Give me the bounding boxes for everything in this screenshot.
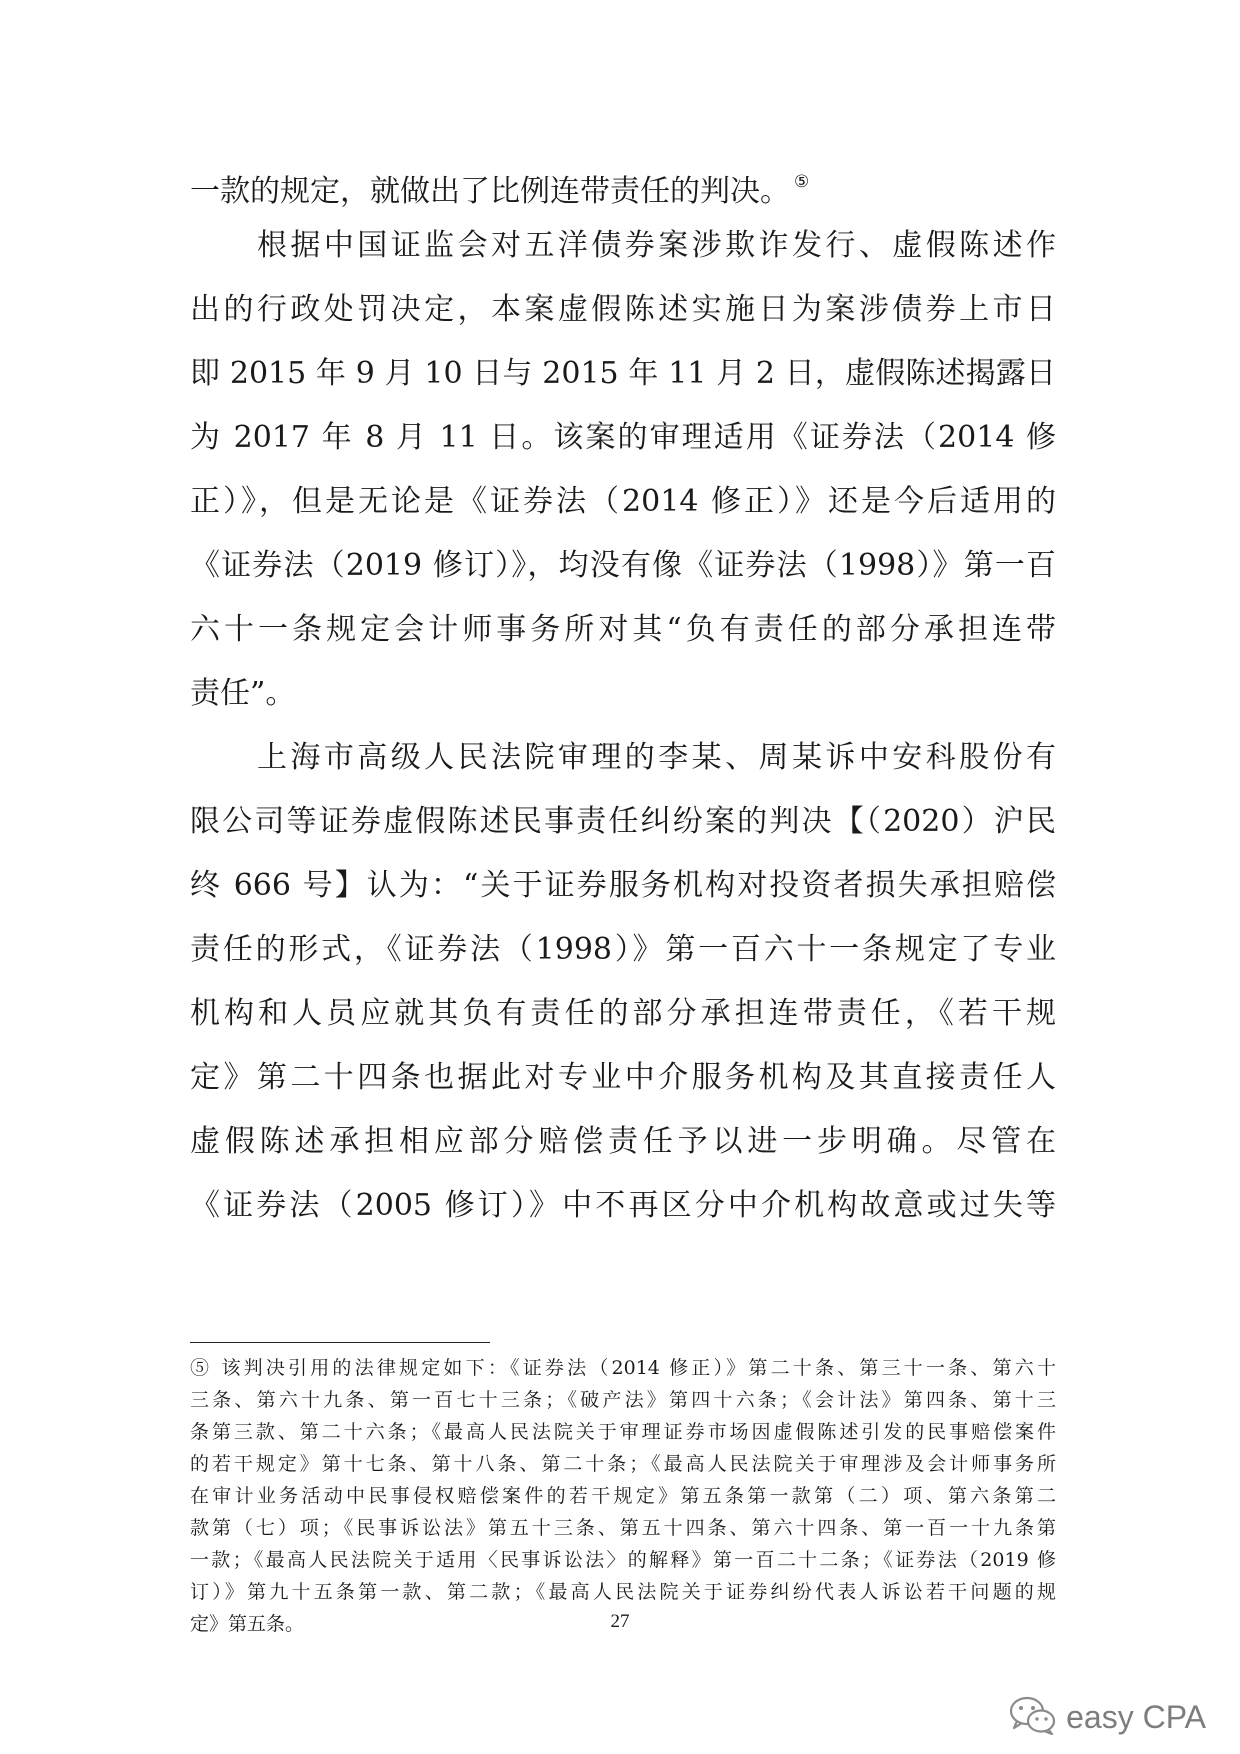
text-line: 机构和人员应就其负有责任的部分承担连带责任，《若干规 xyxy=(190,996,1056,1031)
text-line: 一款的规定，就做出了比例连带责任的判决。 ⑤ xyxy=(190,172,810,209)
text-line: 为 2017 年 8 月 11 日。该案的审理适用《证券法（2014 修 xyxy=(190,420,1056,455)
text-line: 《证券法（2005 修订）》中不再区分中介机构故意或过失等 xyxy=(190,1188,1056,1223)
text-line: 定》第二十四条也据此对专业中介服务机构及其直接责任人 xyxy=(190,1060,1056,1095)
text-line: 根据中国证监会对五洋债券案涉欺诈发行、虚假陈述作 xyxy=(257,228,1056,263)
text-line: 限公司等证券虚假陈述民事责任纠纷案的判决【（2020）沪民 xyxy=(190,804,1056,839)
footnote xyxy=(190,1352,1056,1640)
watermark xyxy=(1008,1694,1206,1740)
footnote-line: 款第（七）项；《民事诉讼法》第五十三条、第五十四条、第六十四条、第一百一十九条第 xyxy=(190,1517,1056,1539)
footnote-line: 一款；《最高人民法院关于适用〈民事诉讼法〉的解释》第一百二十二条；《证券法（2019 修 xyxy=(190,1549,1056,1571)
footnote-line: 三条、第六十九条、第一百七十三条；《破产法》第四十六条；《会计法》第四条、第十三 xyxy=(190,1389,1056,1411)
page-number: 27 xyxy=(610,1611,630,1632)
text-line: 六十一条规定会计师事务所对其“负有责任的部分承担连带 xyxy=(190,612,1056,647)
footnote-line: 订）》第九十五条第一款、第二款；《最高人民法院关于证券纠纷代表人诉讼若干问题的规 xyxy=(190,1581,1056,1603)
footnote-line: ⑤ 该判决引用的法律规定如下：《证券法（2014 修正）》第二十条、第三十一条、第六十 xyxy=(190,1357,1056,1379)
text-line: 出的行政处罚决定，本案虚假陈述实施日为案涉债券上市日 xyxy=(190,292,1056,327)
footnote-line: 条第三款、第二十六条；《最高人民法院关于审理证券市场因虚假陈述引发的民事赔偿案件 xyxy=(190,1421,1056,1443)
wechat-icon xyxy=(1008,1694,1058,1740)
body-text xyxy=(190,150,1056,1238)
text-line: 责任的形式，《证券法（1998）》第一百六十一条规定了专业 xyxy=(190,932,1056,967)
text-line: 虚假陈述承担相应部分赔偿责任予以进一步明确。尽管在 xyxy=(190,1124,1056,1159)
text-line: 《证券法（2019 修订）》，均没有像《证券法（1998）》第一百 xyxy=(190,548,1056,583)
footnote-divider xyxy=(190,1342,490,1343)
footnote-line: 的若干规定》第十七条、第十八条、第二十条；《最高人民法院关于审理涉及会计师事务所 xyxy=(190,1453,1056,1475)
text-line: 正）》，但是无论是《证券法（2014 修正）》还是今后适用的 xyxy=(190,484,1056,519)
footnote-line: 定》第五条。 xyxy=(190,1613,305,1635)
footnote-ref[interactable]: ⑤ xyxy=(794,172,810,192)
watermark-text: easy CPA xyxy=(1066,1698,1206,1735)
footnote-line: 在审计业务活动中民事侵权赔偿案件的若干规定》第五条第一款第（二）项、第六条第二 xyxy=(190,1485,1056,1507)
text-line: 上海市高级人民法院审理的李某、周某诉中安科股份有 xyxy=(257,740,1056,775)
text-line: 责任”。 xyxy=(190,676,296,711)
text-line: 即 2015 年 9 月 10 日与 2015 年 11 月 2 日，虚假陈述揭露日 xyxy=(190,356,1056,391)
text-line: 终 666 号】认为：“关于证券服务机构对投资者损失承担赔偿 xyxy=(190,868,1056,903)
